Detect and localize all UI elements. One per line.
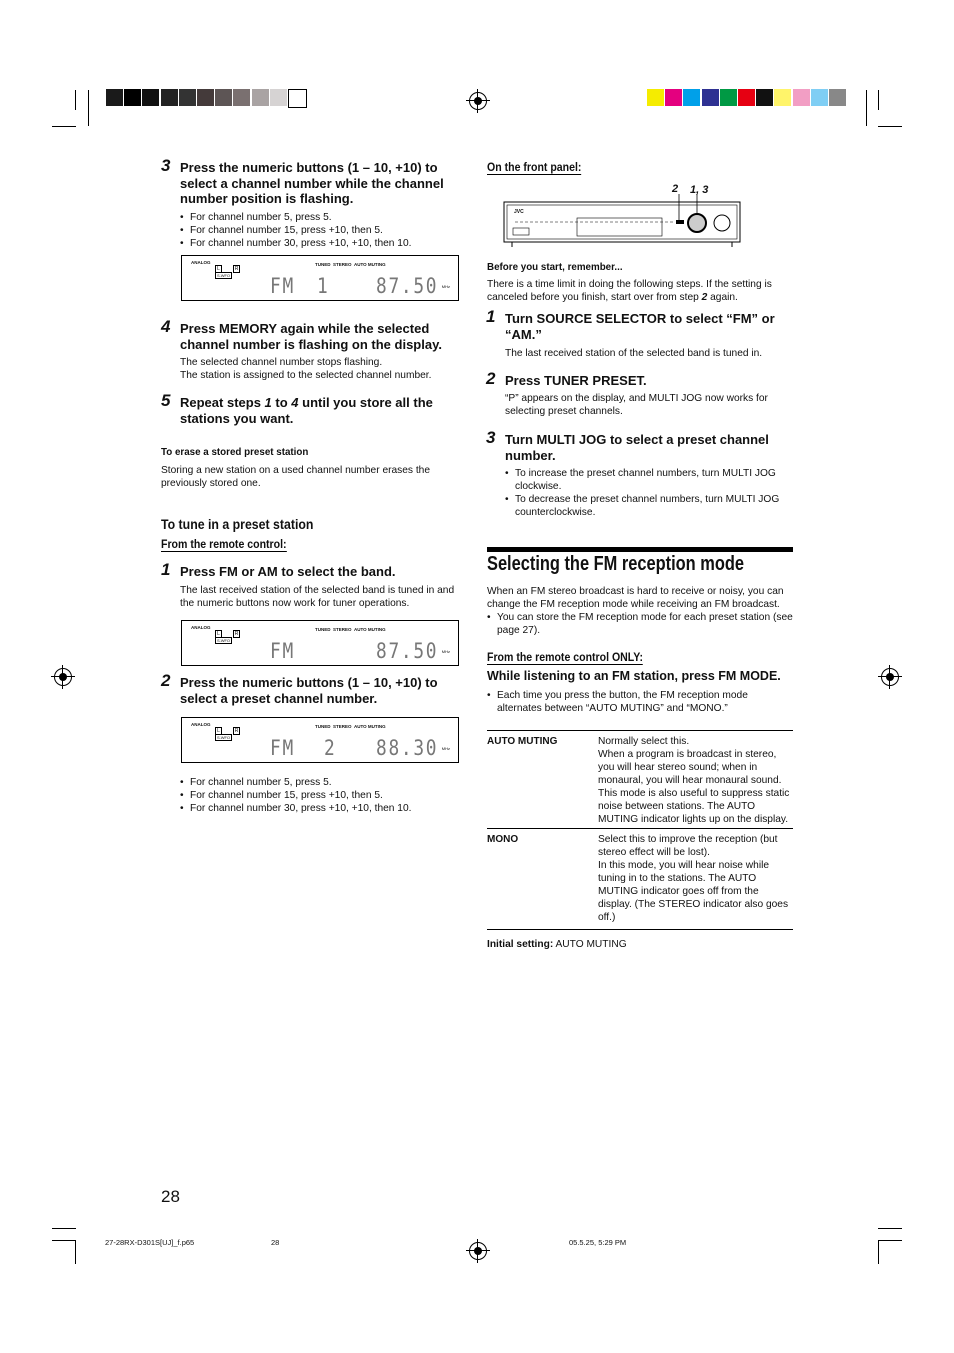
page-number: 28 <box>161 1187 180 1206</box>
bullet: • For channel number 15, press +10, then 5. <box>180 789 383 802</box>
mode-label: MONO <box>487 834 519 845</box>
color-swatch <box>829 89 846 106</box>
color-swatch <box>756 89 773 106</box>
step-ref: 1 <box>264 395 272 410</box>
color-swatch <box>738 89 755 106</box>
color-swatch <box>197 89 214 106</box>
front-panel-heading: On the front panel: <box>487 160 582 174</box>
step-number: 2 <box>161 671 171 690</box>
analog-indicator: ANALOG <box>191 625 211 630</box>
erase-title: To erase a stored preset station <box>161 447 309 458</box>
crop-mark <box>75 90 76 110</box>
bullet: • For channel number 5, press 5. <box>180 211 332 224</box>
color-swatch <box>665 89 682 106</box>
display-panel <box>181 620 459 666</box>
auto-muting-indicator: AUTO MUTING <box>354 627 386 632</box>
step-text-a: Repeat steps <box>180 395 265 410</box>
color-swatch <box>142 89 159 106</box>
stereo-indicator: STEREO <box>333 262 352 267</box>
stereo-indicator: STEREO <box>333 724 352 729</box>
step-text-c: until you store all the stations you want. <box>180 395 433 426</box>
crop-mark <box>52 1240 76 1241</box>
display-panel <box>181 255 459 301</box>
bullet: • To increase the preset channel numbers, turn MULTI JOG clockwise. <box>505 467 795 493</box>
r-indicator: R <box>234 631 239 637</box>
body-text: “P” appears on the display, and MULTI JOG now works for selecting preset channels. <box>505 393 768 417</box>
color-swatch <box>124 89 141 106</box>
unit-label: MHz <box>441 746 450 751</box>
section-rule <box>487 547 793 552</box>
crop-mark <box>878 1240 879 1264</box>
r-indicator: R <box>234 728 239 734</box>
footer-page: 28 <box>271 1238 280 1247</box>
step-number: 2 <box>486 369 496 388</box>
subwoofer-indicator: S.WFO <box>216 273 231 278</box>
l-indicator: L <box>215 630 222 638</box>
step-text: Turn MULTI JOG to select a preset channel number. <box>505 432 769 463</box>
footer-filename: 27-28RX-D301S[UJ]_f.p65 <box>105 1238 195 1247</box>
right-step-2 <box>486 369 790 389</box>
band-readout: FM <box>270 736 295 760</box>
unit-label: MHz <box>441 649 450 654</box>
tune-step-2 <box>161 671 465 706</box>
step-ref: 2 <box>701 292 708 303</box>
color-swatch <box>215 89 232 106</box>
bullet: • You can store the FM reception mode for each preset station (see page 27). <box>487 611 793 637</box>
bullet: • Each time you press the button, the FM reception mode alternates between “AUTO MUTING” and “MONO.” <box>487 689 793 715</box>
initial-setting-label: Initial setting: <box>487 939 554 950</box>
color-swatch <box>161 89 178 106</box>
fm-mode-instruction: While listening to an FM station, press FM MODE. <box>487 669 781 683</box>
section-title: Selecting the FM reception mode <box>487 553 744 575</box>
step-number: 4 <box>161 317 171 336</box>
crop-mark <box>878 126 902 127</box>
tuned-indicator: TUNED <box>315 627 331 632</box>
frequency-readout: 88.30 <box>376 736 439 760</box>
registration-mark-icon <box>469 1242 487 1260</box>
mode-table-row <box>487 730 793 828</box>
registration-mark-icon <box>881 668 899 686</box>
display-panel <box>181 717 459 763</box>
step-text: Press FM or AM to select the band. <box>180 564 396 579</box>
crop-mark <box>878 1240 902 1241</box>
color-swatch <box>647 89 664 106</box>
band-readout: FM <box>270 639 295 663</box>
before-text-b: again. <box>707 292 738 303</box>
mode-description: Select this to improve the reception (but stereo effect will be lost). In this mode, you will hear noise while tuning in to the stations. The AUTO MUTING indicator goes off from the display. (The STEREO indicator also goes off.) <box>598 834 789 923</box>
footer-date: 05.5.25, 5:29 PM <box>569 1238 627 1247</box>
color-swatch <box>288 89 307 108</box>
body-text: The station is assigned to the selected channel number. <box>180 370 432 381</box>
bullet: • To decrease the preset channel numbers, turn MULTI JOG counterclockwise. <box>505 493 795 519</box>
auto-muting-indicator: AUTO MUTING <box>354 724 386 729</box>
r-indicator: R <box>234 266 239 272</box>
subwoofer-indicator: S.WFO <box>216 638 231 643</box>
color-swatch <box>683 89 700 106</box>
mode-table-row <box>487 828 793 930</box>
initial-setting-value: AUTO MUTING <box>555 939 627 950</box>
crop-mark <box>878 90 879 110</box>
brand-logo: JVC <box>514 209 524 215</box>
frequency-readout: 87.50 <box>376 274 439 298</box>
channel-readout: 1 <box>317 274 330 298</box>
step-4-memory <box>161 317 465 352</box>
step-3-store <box>161 156 465 207</box>
step-number: 5 <box>161 391 171 410</box>
analog-indicator: ANALOG <box>191 722 211 727</box>
before-title: Before you start, remember... <box>487 262 623 273</box>
color-swatch <box>179 89 196 106</box>
step-number: 1 <box>161 560 171 579</box>
body-text: The last received station of the selected band is tuned in and the numeric buttons now work for tuner operations. <box>180 585 455 609</box>
body-text: The selected channel number stops flashing. <box>180 357 383 368</box>
step-text-b: to <box>271 395 292 410</box>
tuned-indicator: TUNED <box>315 724 331 729</box>
mode-description: Normally select this. When a program is broadcast in stereo, you will hear stereo sound; when in monaural, you will hear monaural sound. This mode is also useful to suppress static noise between stations. The AUTO MUTING indicator lights up on the display. <box>598 736 790 825</box>
erase-body: Storing a new station on a used channel number erases the previously stored one. <box>161 465 431 489</box>
frequency-readout: 87.50 <box>376 639 439 663</box>
color-swatch <box>811 89 828 106</box>
step-ref: 4 <box>291 395 299 410</box>
right-step-3 <box>486 428 790 463</box>
step-text: Press TUNER PRESET. <box>505 373 647 388</box>
color-swatch <box>252 89 269 106</box>
color-swatch <box>702 89 719 106</box>
color-swatch <box>270 89 287 106</box>
bullet: • For channel number 5, press 5. <box>180 776 332 789</box>
step-5-repeat <box>161 391 465 426</box>
step-number: 3 <box>486 428 496 447</box>
analog-indicator: ANALOG <box>191 260 211 265</box>
step-text: Press MEMORY again while the selected channel number is flashing on the display. <box>180 321 442 352</box>
crop-mark <box>52 126 76 127</box>
remote-heading: From the remote control: <box>161 537 287 551</box>
right-step-1 <box>486 307 790 342</box>
crop-mark <box>88 90 89 126</box>
auto-muting-indicator: AUTO MUTING <box>354 262 386 267</box>
bullet: • For channel number 30, press +10, +10, then 10. <box>180 802 411 815</box>
crop-mark <box>878 1228 902 1229</box>
body-text: The last received station of the selected band is tuned in. <box>505 348 763 359</box>
subwoofer-indicator: S.WFO <box>216 735 231 740</box>
l-indicator: L <box>215 265 222 273</box>
callout-label: 1, 3 <box>690 184 709 196</box>
unit-label: MHz <box>441 284 450 289</box>
bullet: • For channel number 30, press +10, +10, then 10. <box>180 237 411 250</box>
initial-setting <box>487 938 627 951</box>
tune-heading: To tune in a preset station <box>161 516 314 532</box>
color-swatch <box>793 89 810 106</box>
registration-mark-icon <box>54 668 72 686</box>
bullet: • For channel number 15, press +10, then 5. <box>180 224 383 237</box>
step-text: Turn SOURCE SELECTOR to select “FM” or “AM.” <box>505 311 775 342</box>
before-text-a: There is a time limit in doing the following steps. If the setting is canceled before you finish, start over from step <box>487 279 772 303</box>
color-swatch <box>774 89 791 106</box>
step-number: 3 <box>161 156 171 175</box>
color-swatch <box>720 89 737 106</box>
tune-step-1 <box>161 560 465 580</box>
remote-only-heading: From the remote control ONLY: <box>487 650 644 664</box>
step-text: Press the numeric buttons (1 – 10, +10) to select a preset channel number. <box>180 675 438 706</box>
before-body <box>487 278 787 304</box>
tuned-indicator: TUNED <box>315 262 331 267</box>
crop-mark <box>75 1240 76 1264</box>
band-readout: FM <box>270 274 295 298</box>
crop-mark <box>52 1228 76 1229</box>
mode-label: AUTO MUTING <box>487 736 558 747</box>
step-number: 1 <box>486 307 496 326</box>
intro-text: When an FM stereo broadcast is hard to receive or noisy, you can change the FM reception mode while receiving an FM broadcast. <box>487 586 784 610</box>
color-swatch <box>106 89 123 106</box>
stereo-indicator: STEREO <box>333 627 352 632</box>
step-text: Press the numeric buttons (1 – 10, +10) to select a channel number while the channel number position is flashing. <box>180 160 444 206</box>
l-indicator: L <box>215 727 222 735</box>
registration-mark-icon <box>469 92 487 110</box>
channel-readout: 2 <box>324 736 337 760</box>
color-swatch <box>233 89 250 106</box>
front-panel-illustration <box>500 192 745 250</box>
crop-mark <box>866 90 867 126</box>
callout-label: 2 <box>672 183 679 195</box>
